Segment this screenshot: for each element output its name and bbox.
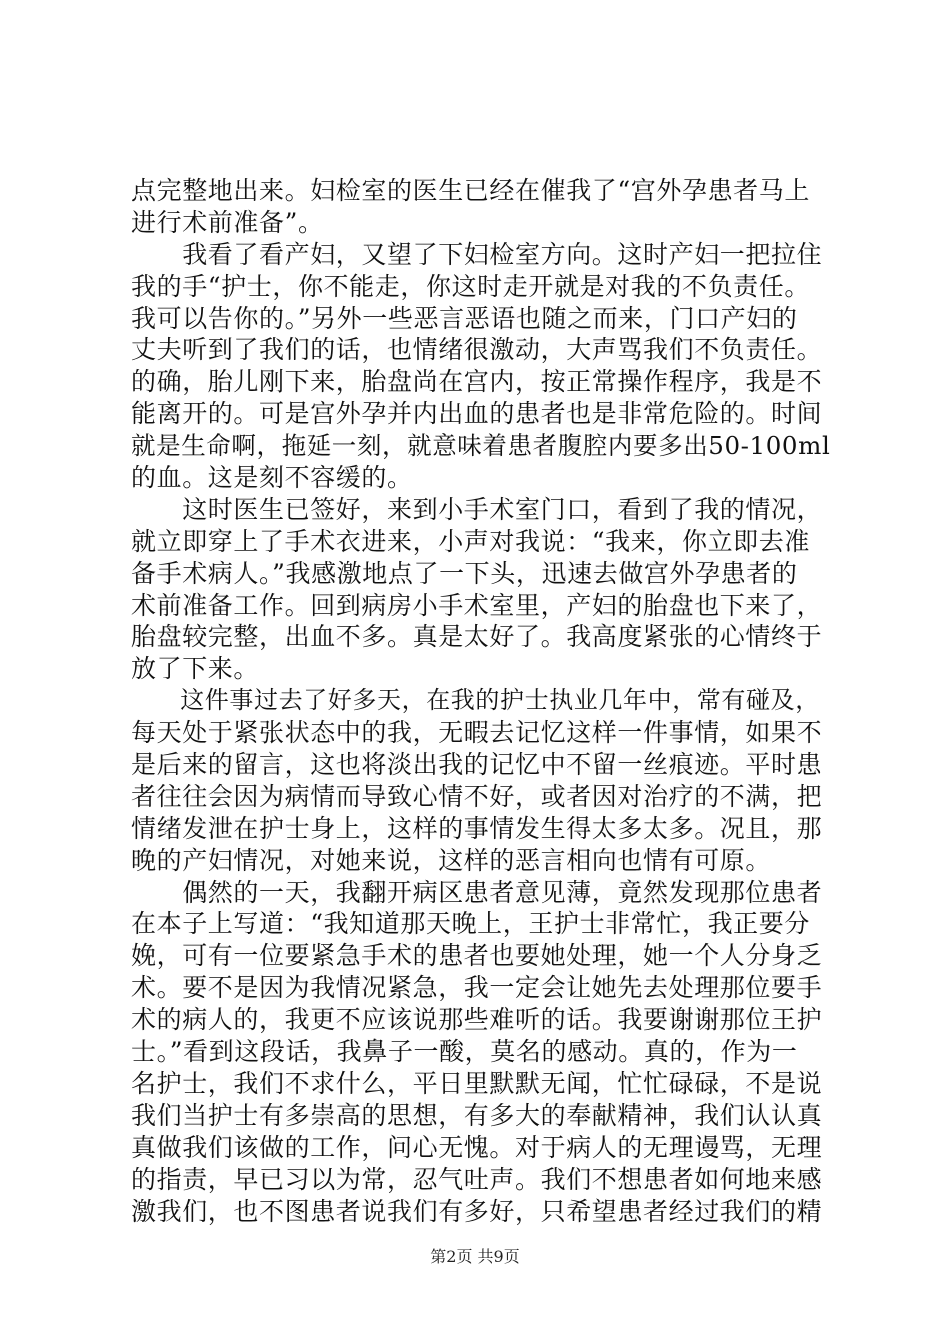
- text-line: 者往往会因为病情而导致心情不好，或者因对治疗的不满，把: [131, 781, 823, 811]
- text-line: 术的病人的，我更不应该说那些难听的话。我要谢谢那位王护: [131, 1005, 823, 1035]
- body-text: [131, 175, 831, 1227]
- text-line: 晚的产妇情况，对她来说，这样的恶言相向也情有可原。: [131, 845, 772, 875]
- text-line: 这件事过去了好多天，在我的护士执业几年中，常有碰及，: [131, 686, 820, 715]
- text-line: 娩，可有一位要紧急手术的患者也要她处理，她一个人分身乏: [131, 941, 823, 971]
- text-line: 真做我们该做的工作，问心无愧。对于病人的无理谩骂，无理: [131, 1132, 823, 1162]
- text-line: 就立即穿上了手术衣进来，小声对我说：“我来，你立即去准: [131, 526, 810, 556]
- text-line: 情绪发泄在护士身上，这样的事情发生得太多太多。况且，那: [131, 813, 823, 843]
- text-line: 我们当护士有多崇高的思想，有多大的奉献精神，我们认认真: [131, 1100, 823, 1130]
- text-line: 点完整地出来。妇检室的医生已经在催我了“宫外孕患者马上: [131, 176, 810, 205]
- text-line: 术前准备工作。回到病房小手术室里，产妇的胎盘也下来了，: [131, 590, 823, 620]
- text-line: 的确，胎儿刚下来，胎盘尚在宫内，按正常操作程序，我是不: [131, 367, 823, 397]
- text-line: 名护士，我们不求什么，平日里默默无闻，忙忙碌碌，不是说: [131, 1068, 823, 1098]
- text-line: 的血。这是刻不容缓的。: [131, 463, 413, 493]
- text-line: 放了下来。: [131, 654, 260, 684]
- text-line: 我看了看产妇，又望了下妇检室方向。这时产妇一把拉住: [131, 239, 823, 269]
- text-line: 这时医生已签好，来到小手术室门口，看到了我的情况，: [131, 494, 823, 524]
- text-line: 术。要不是因为我情况紧急，我一定会让她先去处理那位要手: [131, 973, 823, 1003]
- page-footer: 第2页 共9页: [430, 1247, 520, 1266]
- text-line: 进行术前准备”。: [131, 207, 324, 237]
- text-line: 是后来的留言，这也将淡出我的记忆中不留一丝痕迹。平时患: [131, 750, 823, 780]
- text-line: 激我们，也不图患者说我们有多好，只希望患者经过我们的精: [131, 1196, 823, 1226]
- text-line: 士。”看到这段话，我鼻子一酸，莫名的感动。真的，作为一: [131, 1037, 798, 1067]
- text-line: 我的手“护士，你不能走，你这时走开就是对我的不负责任。: [131, 271, 810, 301]
- text-line: 就是生命啊，拖延一刻，就意味着患者腹腔内要多出50-100ml: [131, 431, 831, 461]
- text-line: 在本子上写道：“我知道那天晚上，王护士非常忙，我正要分: [131, 909, 810, 939]
- text-line: 丈夫听到了我们的话，也情绪很激动，大声骂我们不负责任。: [131, 335, 823, 365]
- text-line: 偶然的一天，我翻开病区患者意见薄，竟然发现那位患者: [131, 877, 823, 907]
- text-line: 能离开的。可是宫外孕并内出血的患者也是非常危险的。时间: [131, 399, 823, 429]
- text-line: 备手术病人。”我感激地点了一下头，迅速去做宫外孕患者的: [131, 558, 798, 588]
- text-line: 胎盘较完整，出血不多。真是太好了。我高度紧张的心情终于: [131, 622, 823, 652]
- text-line: 每天处于紧张状态中的我，无暇去记忆这样一件事情，如果不: [131, 718, 823, 748]
- text-line: 我可以告你的。”另外一些恶言恶语也随之而来，门口产妇的: [131, 303, 798, 333]
- text-line: 的指责，早已习以为常，忍气吐声。我们不想患者如何地来感: [131, 1164, 823, 1194]
